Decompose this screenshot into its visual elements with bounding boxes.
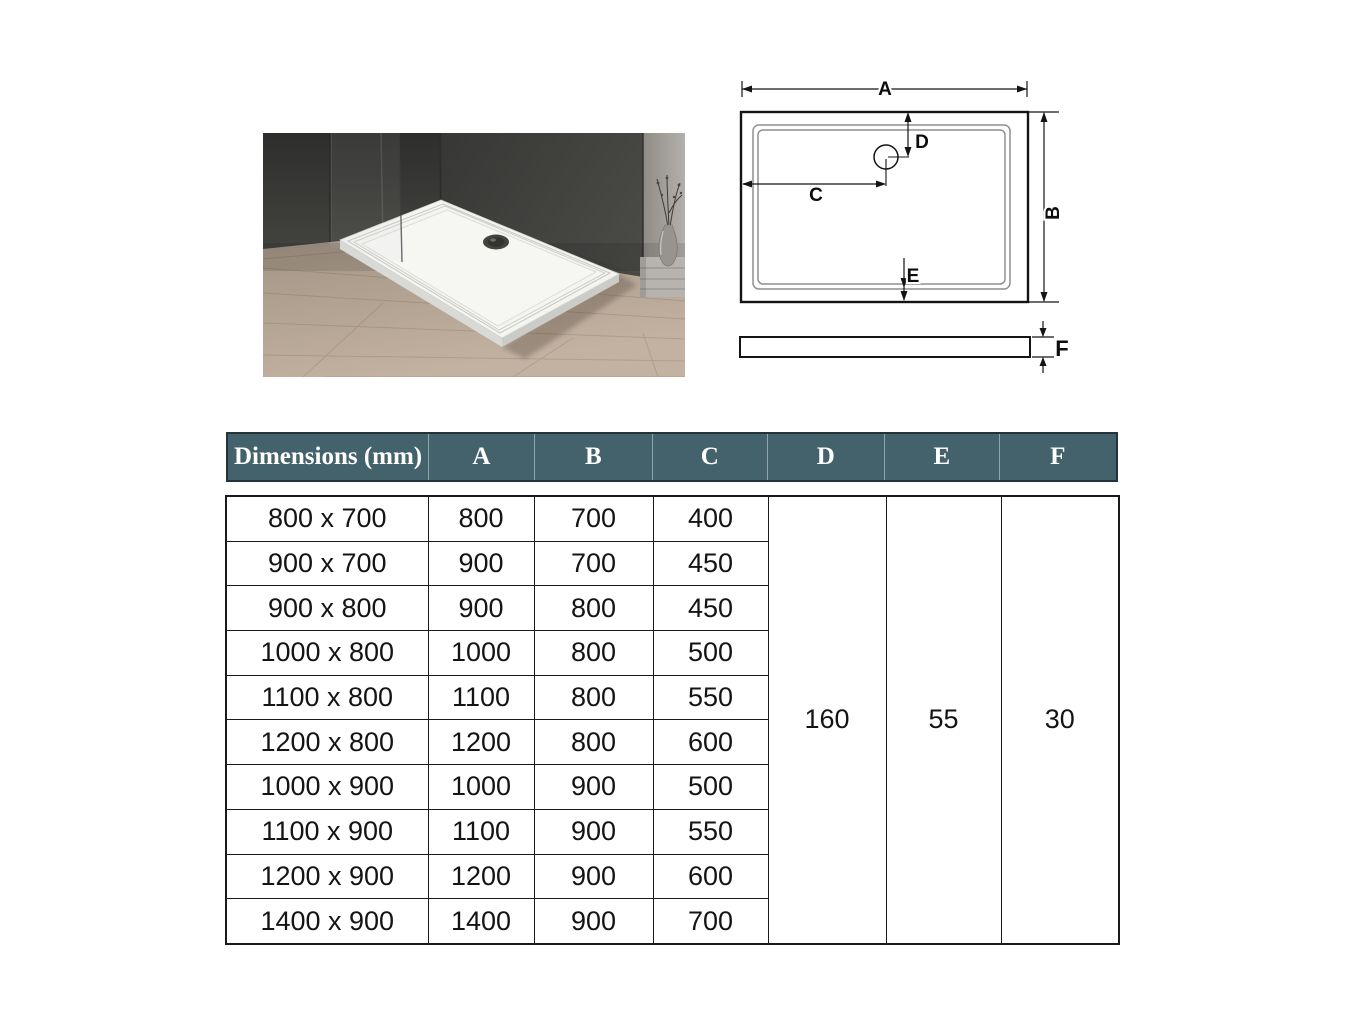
cell-size: 800 x 700 (226, 496, 428, 541)
cell-size: 1400 x 900 (226, 899, 428, 944)
cell-c: 600 (653, 720, 768, 765)
cell-a: 1100 (428, 675, 534, 720)
cell-f-shared: 30 (1001, 496, 1119, 944)
dimension-diagram (718, 60, 1110, 380)
dim-label-C: C (809, 185, 823, 206)
cell-a: 900 (428, 586, 534, 631)
cell-b: 900 (534, 854, 653, 899)
cell-size: 1200 x 800 (226, 720, 428, 765)
drain-center (488, 237, 505, 247)
glass-pane (330, 133, 402, 262)
cell-b: 900 (534, 809, 653, 854)
photo-scene (263, 133, 685, 377)
cell-b: 700 (534, 541, 653, 586)
cell-c: 550 (653, 809, 768, 854)
dim-label-F: F (1055, 336, 1069, 361)
dim-label-A: A (878, 79, 892, 100)
drain-highlight (490, 238, 496, 241)
cell-d-shared: 160 (768, 496, 886, 944)
cell-b: 700 (534, 496, 653, 541)
table-row (226, 496, 1119, 541)
header-col-a: A (428, 434, 534, 480)
dim-label-E: E (906, 266, 920, 287)
cell-size: 900 x 800 (226, 586, 428, 631)
tray-outline-top-view (741, 112, 1028, 302)
cell-a: 800 (428, 496, 534, 541)
cell-c: 500 (653, 765, 768, 810)
cell-e-shared: 55 (886, 496, 1001, 944)
product-photo (263, 133, 685, 377)
cell-b: 800 (534, 720, 653, 765)
cell-c: 600 (653, 854, 768, 899)
cell-a: 1100 (428, 809, 534, 854)
cell-c: 450 (653, 586, 768, 631)
cell-a: 1200 (428, 720, 534, 765)
header-col-e: E (884, 434, 998, 480)
cell-c: 550 (653, 675, 768, 720)
header-col-f: F (999, 434, 1116, 480)
cell-size: 1200 x 900 (226, 854, 428, 899)
glass-panel (330, 133, 402, 262)
table-header (226, 432, 1118, 482)
cell-a: 1000 (428, 631, 534, 676)
dim-label-D: D (915, 132, 929, 153)
cell-a: 1200 (428, 854, 534, 899)
tray-side-profile (740, 337, 1030, 357)
cell-a: 900 (428, 541, 534, 586)
cell-b: 900 (534, 899, 653, 944)
cell-b: 800 (534, 631, 653, 676)
pedestal-shade (640, 257, 646, 297)
header-dimensions: Dimensions (mm) (233, 443, 423, 470)
cell-b: 900 (534, 765, 653, 810)
cell-c: 450 (653, 541, 768, 586)
cell-a: 1000 (428, 765, 534, 810)
cell-size: 1000 x 800 (226, 631, 428, 676)
cell-size: 1100 x 900 (226, 809, 428, 854)
cell-a: 1400 (428, 899, 534, 944)
cell-size: 1100 x 800 (226, 675, 428, 720)
cell-c: 500 (653, 631, 768, 676)
cell-c: 700 (653, 899, 768, 944)
dimensions-table (225, 495, 1120, 945)
cell-b: 800 (534, 675, 653, 720)
dim-label-B: B (1043, 206, 1064, 220)
header-col-d: D (767, 434, 884, 480)
diagram-svg (718, 60, 1110, 380)
cell-size: 1000 x 900 (226, 765, 428, 810)
header-col-c: C (652, 434, 766, 480)
cell-b: 800 (534, 586, 653, 631)
dim-F (1032, 321, 1054, 373)
cell-c: 400 (653, 496, 768, 541)
cell-size: 900 x 700 (226, 541, 428, 586)
header-col-b: B (534, 434, 652, 480)
